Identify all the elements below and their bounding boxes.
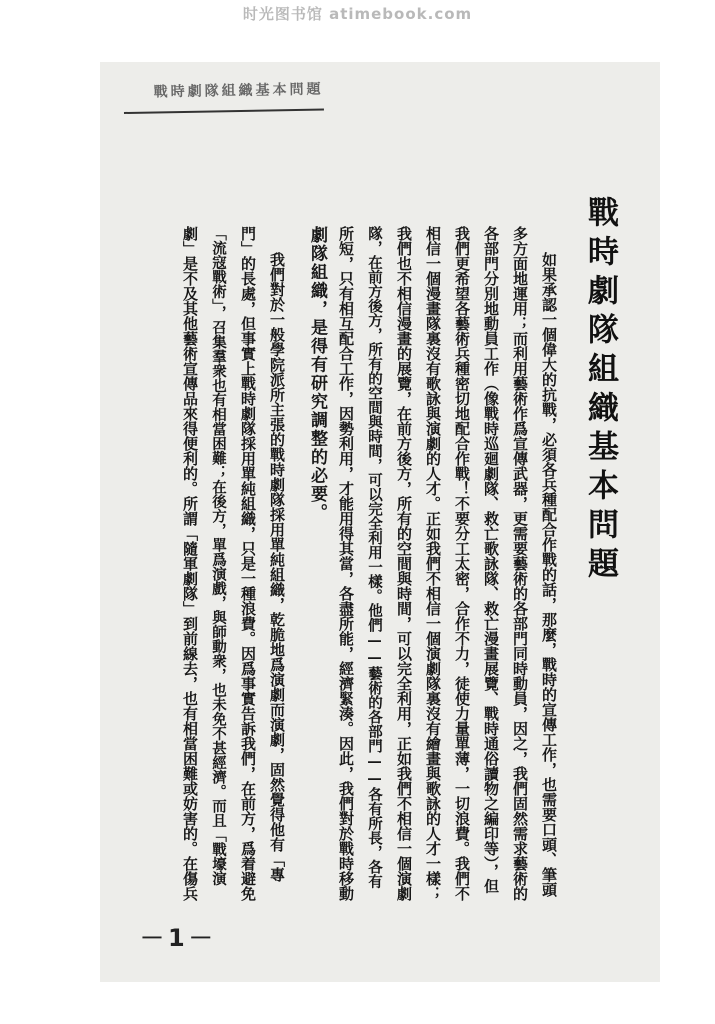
text-column: 隊，在前方後方，所有的空間與時間，可以完全利用一樣。他們——藝術的各部門——各有所長，各有 xyxy=(366,226,383,889)
text-column: 劇隊組織，是得有研究調整的必要。 xyxy=(307,226,327,522)
running-header xyxy=(123,79,324,114)
text-column: 各部門分別地動員工作（像戰時巡廻劇隊、救亡歌詠隊、救亡漫畫展覽、戰時通俗讀物之編印等），但 xyxy=(482,226,500,894)
text-column: 「流寇戰術」，召集羣衆也有相當困難；在後方，單爲演戲，與師動衆，也未免不甚經濟。而且「戰壕演 xyxy=(210,226,227,886)
page-number: －1－ xyxy=(140,924,217,952)
text-column: 我們對於一般學院派所主張的戰時劇隊採用單純組織，乾脆地爲演劇而演劇，固然覺得他有「專 xyxy=(268,252,286,882)
running-header-text: 戰時劇隊組織基本問題 xyxy=(153,81,324,101)
text-column: 如果承認一個偉大的抗戰，必須各兵種配合作戰的話，那麼，戰時的宣傳工作，也需要口頭、筆頭 xyxy=(540,252,558,897)
text-column: 所短，只有相互配合工作，因勢利用，才能用得其當，各盡所能，經濟緊湊。因此，我們對於戰時移動 xyxy=(337,226,355,901)
text-column: 多方面地運用；而利用藝術作爲宣傳武器，更需要藝術的各部門同時動員，因之，我們固然需求藝術的 xyxy=(511,226,529,901)
text-column: 相信一個漫畫隊裏沒有歌詠與演劇的人才。正如我們不相信一個演劇隊裏沒有繪畫與歌詠的人才一樣； xyxy=(424,226,442,901)
article-title: 戰時劇隊組織基本問題 xyxy=(582,196,618,586)
watermark-text: 时光图书馆 atimebook.com xyxy=(242,5,473,23)
text-column: 劇」是不及其他藝術宣傳品來得便利的。所謂「隨軍劇隊」到前線去，也有相當困難或妨害的。在傷兵 xyxy=(181,226,199,901)
text-column: 我們也不相信漫畫的展覽，在前方後方，所有的空間與時間，可以完全利用，正如我們不相信一個演劇 xyxy=(395,226,413,901)
text-column: 我們更希望各藝術兵種密切地配合作戰！不要分工太密，合作不力，徒使力量單薄，一切浪費。我們不 xyxy=(453,226,471,901)
text-column: 門」的長處，但事實上戰時劇隊採用單純組織，只是一種浪費。因爲事實告訴我們，在前方，爲着避免 xyxy=(239,226,257,901)
